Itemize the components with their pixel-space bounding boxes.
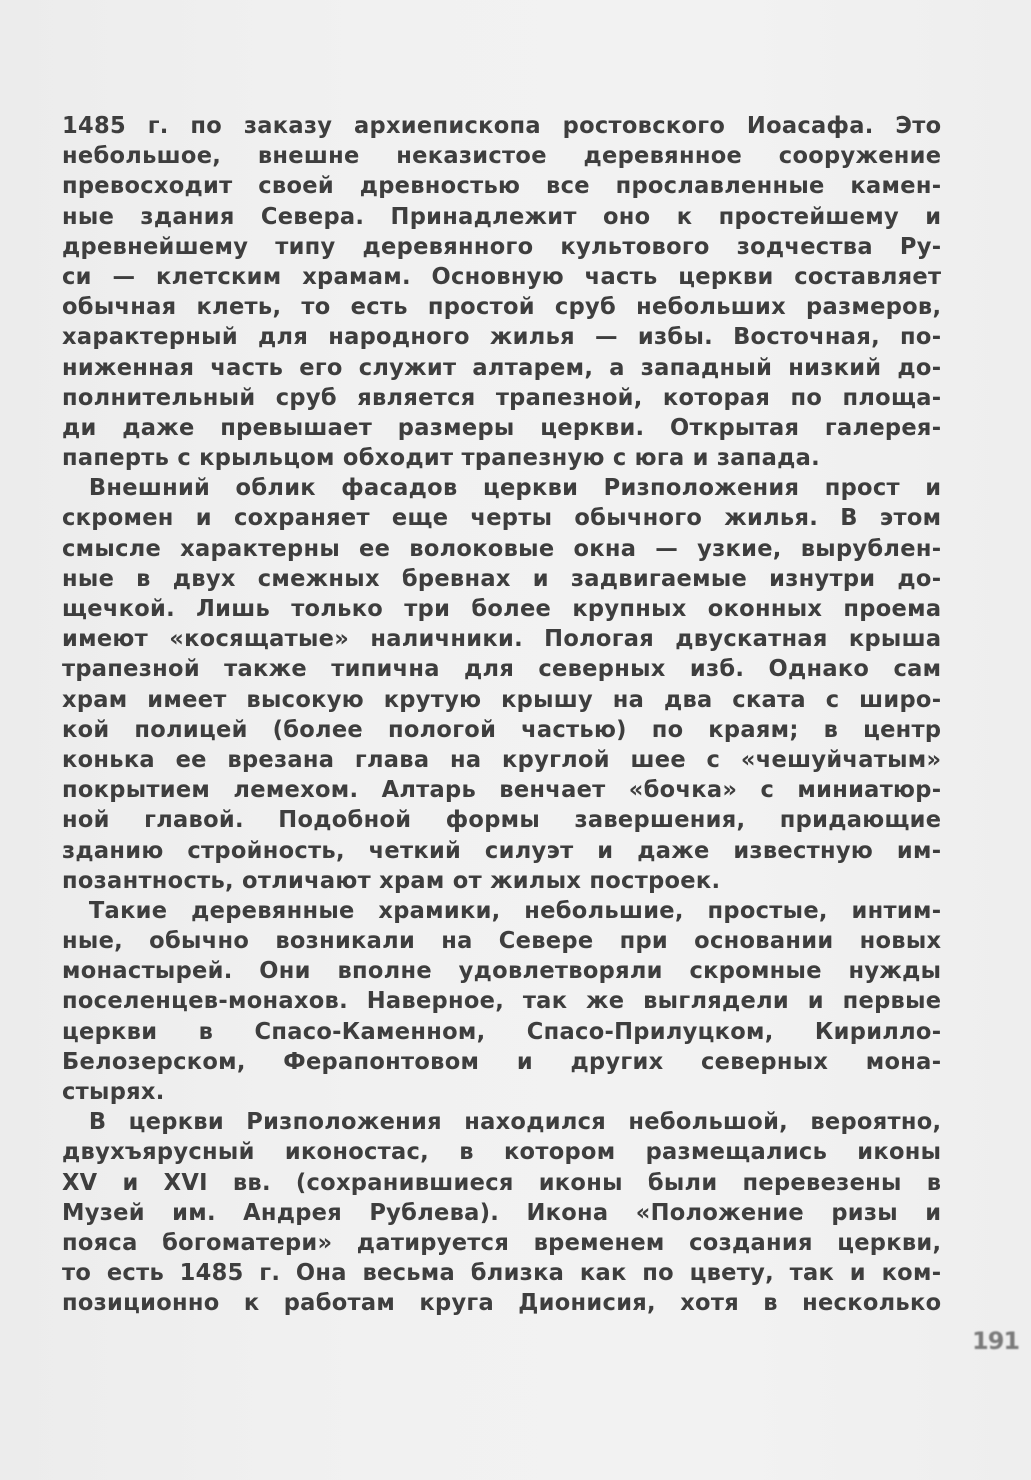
paragraph-2: [62, 472, 942, 895]
text-line: позантность, отличают храм от жилых построек.: [62, 865, 721, 894]
text-line: ные, обычно возникали на Севере при основании новых: [62, 926, 942, 955]
text-line: превосходит своей древностью все прославленные камен-: [62, 171, 942, 200]
text-line: полнительный сруб является трапезной, которая по площа-: [62, 382, 942, 411]
text-line: монастырей. Они вполне удовлетворяли скромные нужды: [62, 956, 942, 985]
text-line: трапезной также типична для северных изб. Однако сам: [62, 654, 942, 683]
text-line: конька ее врезана глава на круглой шее с «чешуйчатым»: [62, 744, 942, 773]
text-line: скромен и сохраняет еще черты обычного жилья. В этом: [62, 503, 942, 532]
text-line: ди даже превышает размеры церкви. Открытая галерея-: [62, 412, 942, 441]
paragraph-4: [62, 1106, 942, 1317]
text-line: Белозерском, Ферапонтовом и других северных мона-: [62, 1046, 942, 1075]
text-line: имеют «косящатые» наличники. Пологая двускатная крыша: [62, 624, 942, 653]
text-line: Музей им. Андрея Рублева). Икона «Положение ризы и: [62, 1197, 942, 1226]
book-page-text: [62, 110, 942, 1318]
text-line: поселенцев-монахов. Наверное, так же выглядели и первые: [62, 986, 942, 1015]
page-number: 191: [972, 1327, 1020, 1355]
text-line: двухъярусный иконостас, в котором размещались иконы: [62, 1137, 942, 1166]
text-line: небольшое, внешне неказистое деревянное сооружение: [62, 141, 942, 170]
text-line: пояса богоматери» датируется временем создания церкви,: [62, 1227, 942, 1256]
text-line: зданию стройность, четкий силуэт и даже известную им-: [62, 835, 942, 864]
text-line: Внешний облик фасадов церкви Ризположения прост и: [88, 473, 942, 502]
text-line: характерный для народного жилья — избы. Восточная, по-: [62, 322, 942, 351]
text-line: древнейшему типу деревянного культового зодчества Ру-: [62, 231, 942, 260]
text-line: си — клетским храмам. Основную часть церкви составляет: [62, 261, 942, 290]
text-line: стырях.: [62, 1077, 165, 1105]
text-line: ные здания Севера. Принадлежит оно к простейшему и: [62, 201, 942, 230]
text-line: ные в двух смежных бревнах и задвигаемые изнутри до-: [62, 563, 942, 592]
text-line: покрытием лемехом. Алтарь венчает «бочка» с миниатюр-: [62, 775, 942, 804]
text-line: Такие деревянные храмики, небольшие, простые, интим-: [88, 895, 942, 924]
text-line: кой полицей (более пологой частью) по краям; в центр: [62, 714, 942, 743]
text-line: паперть с крыльцом обходит трапезную с юга и запада.: [62, 443, 821, 472]
text-line: щечкой. Лишь только три более крупных оконных проема: [62, 594, 942, 622]
text-line: церкви в Спасо-Каменном, Спасо-Прилуцком, Кирилло-: [62, 1016, 942, 1045]
text-line: храм имеет высокую крутую крышу на два ската с широ-: [62, 684, 942, 713]
text-line: 1485 г. по заказу архиепископа ростовского Иоасафа. Это: [62, 111, 942, 139]
text-line: XV и XVI вв. (сохранившиеся иконы были перевезены в: [62, 1167, 942, 1196]
text-line: В церкви Ризположения находился небольшой, вероятно,: [88, 1107, 942, 1136]
text-line: то есть 1485 г. Она весьма близка как по цвету, так и ком-: [62, 1258, 942, 1287]
text-line: смысле характерны ее волоковые окна — узкие, вырублен-: [62, 533, 942, 562]
text-line: ниженная часть его служит алтарем, а западный низкий до-: [62, 352, 942, 381]
text-line: обычная клеть, то есть простой сруб небольших размеров,: [62, 292, 942, 321]
text-line: ной главой. Подобной формы завершения, придающие: [62, 805, 942, 834]
paragraph-1: [62, 110, 942, 472]
text-line: позиционно к работам круга Дионисия, хотя в несколько: [62, 1288, 942, 1317]
paragraph-3: [62, 895, 942, 1106]
